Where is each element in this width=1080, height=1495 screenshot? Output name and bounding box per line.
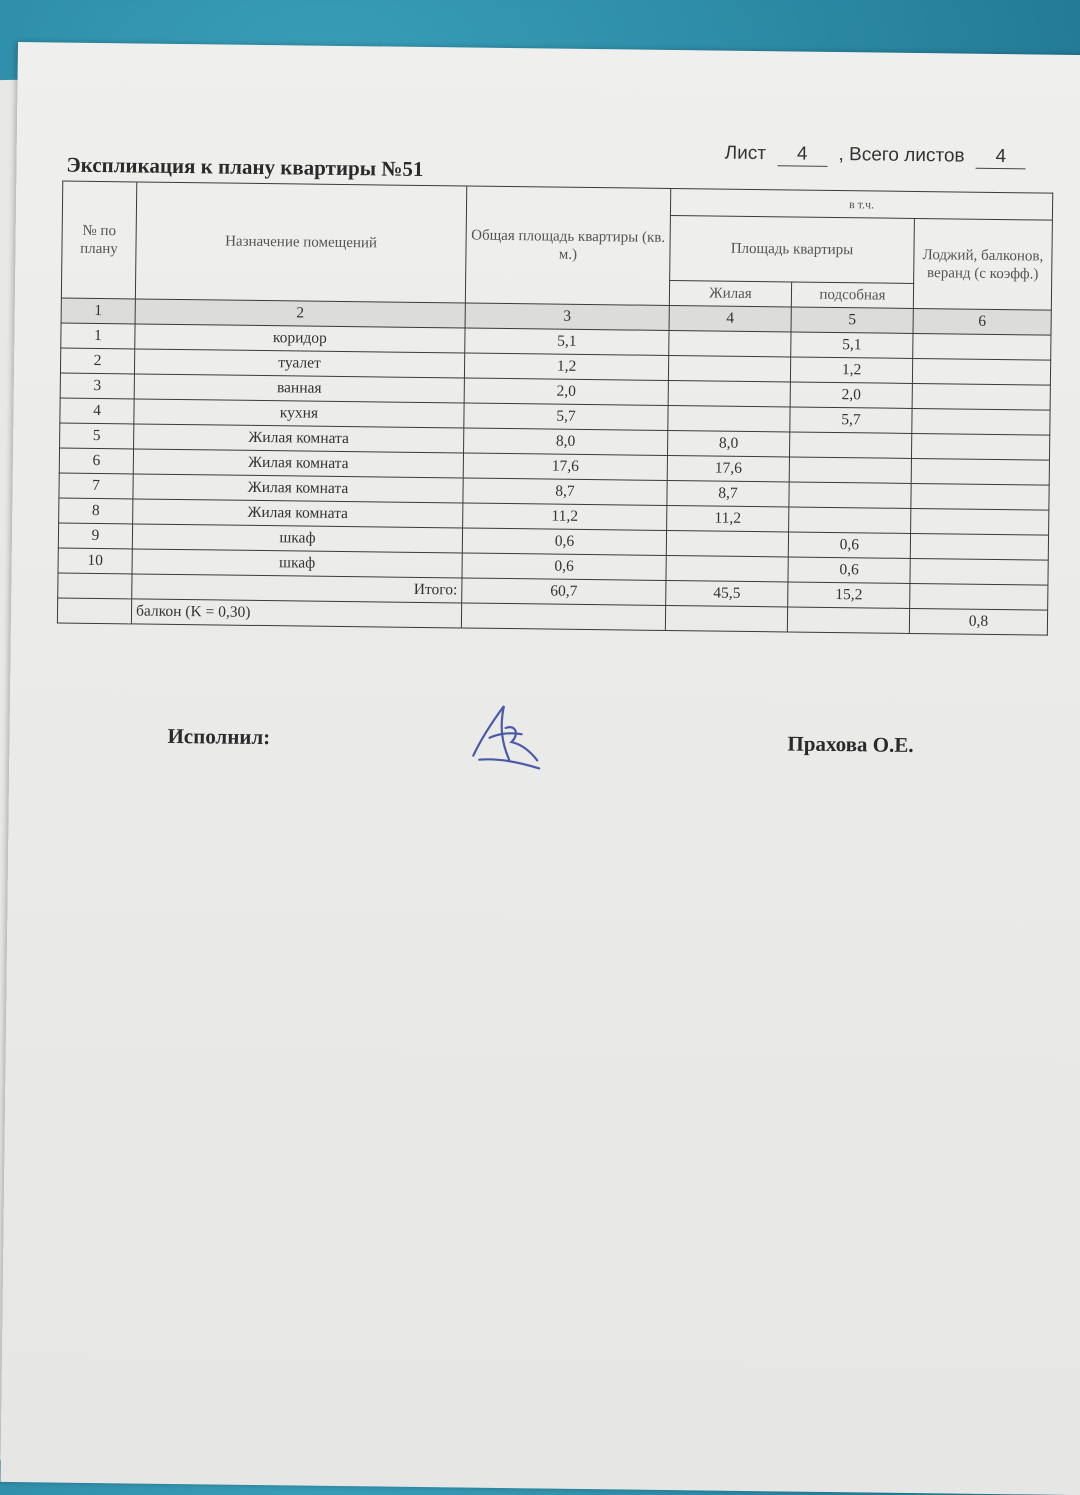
row-total: 1,2 [464,353,668,380]
col-number: 1 [61,298,135,324]
row-total: 0,6 [462,553,666,580]
row-loggia [911,508,1049,535]
row-loggia [910,558,1048,585]
row-aux: 5,1 [791,332,913,358]
row-loggia [912,408,1050,435]
row-loggia [911,483,1049,510]
row-total: 5,7 [464,403,668,430]
row-name: Жилая комната [133,474,463,503]
row-num: 1 [61,323,135,349]
row-total: 8,7 [463,478,667,505]
row-total: 8,0 [464,428,668,455]
row-num: 2 [60,348,134,374]
row-name: шкаф [132,549,462,578]
row-living [668,380,790,406]
document-title: Экспликация к плану квартиры №51 [66,152,424,181]
row-loggia [912,358,1050,385]
row-name: коридор [135,324,465,353]
row-aux [789,457,911,483]
balcony-num [57,598,131,624]
row-name: Жилая комната [133,449,463,478]
row-aux [789,432,911,458]
row-num: 6 [59,448,133,474]
col-number: 2 [135,299,465,328]
header-living: Жилая [669,280,791,306]
sheet-total: 4 [976,146,1026,170]
row-total: 0,6 [462,528,666,555]
header-total-area: Общая площадь квартиры (кв. м.) [465,186,670,305]
row-name: Жилая комната [134,424,464,453]
row-living [668,405,790,431]
sheet-number: 4 [777,143,827,167]
row-loggia [913,333,1051,360]
totals-aux: 15,2 [788,582,910,608]
row-num: 7 [59,473,133,499]
row-num: 9 [58,523,132,549]
row-name: шкаф [132,524,462,553]
row-num: 8 [59,498,133,524]
row-name: туалет [134,349,464,378]
row-living: 17,6 [667,455,789,481]
col-number: 5 [791,307,913,333]
sheet-total-label: , Всего листов [838,144,965,167]
row-total: 17,6 [463,453,667,480]
header-loggia: Лоджий, балконов, веранд (с коэфф.) [913,218,1052,310]
explication-table [57,181,1053,636]
sheet-info [725,143,1032,170]
balcony-label: балкон (K = 0,30) [131,599,461,628]
row-total: 5,1 [465,328,669,355]
performed-label: Исполнил: [167,723,271,750]
header-incl: в т.ч. [670,188,1052,220]
row-living [669,330,791,356]
col-number: 3 [465,303,669,330]
totals-num [58,573,132,599]
col-number: 4 [669,305,791,331]
header-num: № по плану [61,181,136,299]
totals-total: 60,7 [462,578,666,605]
row-aux: 5,7 [790,407,912,433]
row-living: 8,0 [667,430,789,456]
row-name: ванная [134,374,464,403]
row-living: 8,7 [667,480,789,506]
row-name: Жилая комната [133,499,463,528]
row-num: 5 [60,423,134,449]
totals-label: Итого: [132,574,462,603]
row-total: 2,0 [464,378,668,405]
row-loggia [910,533,1048,560]
balcony-loggia: 0,8 [909,608,1047,635]
row-num: 3 [60,373,134,399]
row-living [666,555,788,581]
header-apt-area: Площадь квартиры [670,215,915,283]
row-loggia [911,433,1049,460]
row-total: 11,2 [463,503,667,530]
header-auxiliary: подсобная [791,282,913,308]
signature-icon [459,697,550,778]
row-aux [789,482,911,508]
col-number: 6 [913,308,1051,335]
row-loggia [911,458,1049,485]
row-aux: 1,2 [790,357,912,383]
row-num: 4 [60,398,134,424]
row-num: 10 [58,548,132,574]
totals-living: 45,5 [666,580,788,606]
row-living [668,355,790,381]
row-living [666,530,788,556]
row-aux: 2,0 [790,382,912,408]
document-page [0,42,1080,1495]
row-aux: 0,6 [788,532,910,558]
row-name: кухня [134,399,464,428]
performer-name: Прахова О.Е. [787,731,914,757]
row-aux [789,507,911,533]
row-loggia [912,383,1050,410]
balcony-total [461,603,665,630]
balcony-aux [787,607,909,633]
row-living: 11,2 [667,505,789,531]
sheet-label: Лист [724,142,767,165]
balcony-living [665,605,787,631]
header-purpose: Назначение помещений [135,182,466,303]
totals-loggia [910,583,1048,610]
row-aux: 0,6 [788,557,910,583]
